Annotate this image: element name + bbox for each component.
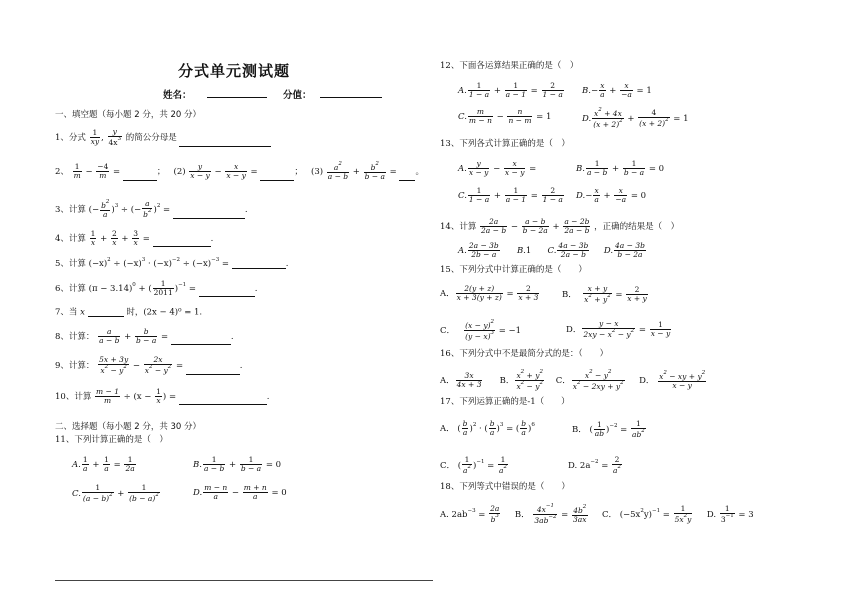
score-label: 分值：	[283, 90, 312, 101]
q13-option-d[interactable]: D.− $\frac{x}{a}$ + $\frac{x}{-a}$ = 0	[576, 186, 647, 204]
question-13: 13、下列各式计算正确的是（ ）	[440, 139, 570, 149]
page-title: 分式单元测试题	[178, 62, 291, 80]
question-14: 14、计算 $\frac{2a}{2a - b}$ − $\frac{a - b}{b - 2a}$ + $\frac{a - 2b}{2a - b}$ ，正确的结果是（ ）	[440, 217, 680, 235]
question-11: 11、下列计算正确的是（ ）	[55, 435, 168, 445]
question-1: 1、分式 $\frac{1}{xy}$ , $\frac{y}{4x^3}$ 的简公分母是	[55, 128, 271, 147]
q12-option-d[interactable]: D. $\frac{x^2 + 4x}{(x + 2)^2}$ + $\frac{4}{(x + 2)^2}$ = 1	[582, 107, 689, 129]
question-4: 4、计算 $\frac{1}{x}$ + $\frac{2}{x}$ + $\frac{3}{x}$ = .	[55, 229, 214, 247]
name-label: 姓名：	[163, 90, 192, 101]
score-blank[interactable]	[320, 89, 382, 98]
q15-option-c[interactable]: C． $\frac{(x - y)^2}{(y - x)^3}$ = −1	[440, 319, 522, 341]
q18-options[interactable]: A. $2ab^{-3}$ = $\frac{2a}{b^3}$ B． $\frac{4x^{-1}}{3ab^{-2}}$ = $\frac{4b^2}{3ax}$ C． $(-5x^2y)^{-1}$ = $\frac{1}{5x^2y}$ D. $\frac{1}{3^{-1}}$ = 3	[440, 503, 754, 525]
q17-option-d[interactable]: D. $2a^{-2}$ = $\frac{2}{a^2}$	[568, 455, 622, 475]
section-fill-blank-header: 一、填空题（每小题 2 分，共 20 分）	[55, 110, 202, 120]
question-17: 17、下列运算正确的是-1（ ）	[440, 397, 570, 407]
question-6: 6、计算 $(\pi - 3.14)^0$ + ( $\frac{1}{2011}$ )$^{-1}$ = .	[55, 279, 258, 297]
question-18: 18、下列等式中错误的是（ ）	[440, 482, 570, 492]
q14-options[interactable]: A. $\frac{2a - 3b}{2b - a}$ B.1 C. $\frac{4a - 3b}{2a - b}$ D. $\frac{4a - 3b}{b - 2a}$	[458, 241, 645, 259]
q12-option-c[interactable]: C. $\frac{m}{m - n}$ − $\frac{n}{n - m}$ = 1	[458, 107, 552, 125]
question-5: 5、计算 $(-x)^2 \div (-x)^3 \cdot (-x)^{-2} \div (-x)^{-3}$ = .	[55, 257, 289, 269]
question-7: 7、当 x 时，(2x − 4)⁰ = 1.	[55, 307, 203, 318]
q16-options[interactable]: A． $\frac{3x}{4x + 3}$ B． $\frac{x^2 + y^2}{x^2 - y^2}$ C． $\frac{x^2 - y^2}{x^2 - 2xy + y^2}$ D． $\frac{x^2 - xy + y^2}{x - y}$	[440, 369, 706, 391]
q15-option-b[interactable]: B． $\frac{x + y}{x^2 + y^2}$ = $\frac{2}{x + y}$	[562, 284, 647, 304]
q17-option-a[interactable]: A． ( $\frac{b}{a}$ )$^2$ · ( $\frac{b}{a}$ )$^3$ = ( $\frac{b}{a}$ )$^6$	[440, 419, 535, 437]
q11-option-c[interactable]: C. $\frac{1}{(a - b)^2}$ + $\frac{1}{(b - a)^2}$	[72, 483, 159, 503]
q13-option-c[interactable]: C. $\frac{1}{1 - a}$ + $\frac{1}{a - 1}$ = $\frac{2}{1 - a}$	[458, 186, 563, 204]
q11-option-b[interactable]: B. $\frac{1}{a - b}$ + $\frac{1}{b - a}$ = 0	[193, 455, 282, 473]
q17-option-b[interactable]: B． ( $\frac{1}{ab}$ )$^{-2}$ = $\frac{1}{ab^2}$	[572, 419, 645, 439]
q12-option-a[interactable]: A. $\frac{1}{1 - a}$ + $\frac{1}{a - 1}$ = $\frac{2}{1 - a}$	[458, 81, 563, 99]
name-blank[interactable]	[207, 89, 267, 98]
question-2: 2、 $\frac{1}{m}$ − $\frac{-4}{m}$ = ； (2) $\frac{y}{x - y}$ − $\frac{x}{x - y}$ = ； (3) $\frac{a^2}{a - b}$ + $\frac{b^2}{b - a}$ = 。	[55, 161, 424, 181]
question-9: 9、计算： $\frac{5x + 3y}{x^2 - y^2}$ − $\frac{2x}{x^2 - y^2}$ = .	[55, 355, 243, 375]
q13-option-b[interactable]: B. $\frac{1}{a - b}$ + $\frac{1}{b - a}$ = 0	[576, 159, 665, 177]
question-8: 8、计算： $\frac{a}{a - b}$ + $\frac{b}{b - a}$ = .	[55, 327, 234, 345]
q11-option-d[interactable]: D. $\frac{m - n}{a}$ − $\frac{m + n}{a}$ = 0	[193, 483, 287, 501]
q11-option-a[interactable]: A. $\frac{1}{a}$ + $\frac{1}{a}$ = $\frac{1}{2a}$	[72, 455, 135, 473]
question-10: 10、计算 $\frac{m - 1}{m}$ ÷ (x − $\frac{1}{x}$ ) = .	[55, 387, 270, 405]
q15-option-a[interactable]: A． $\frac{2(y + z)}{x + 3(y + z)}$ = $\frac{2}{x + 3}$	[440, 284, 539, 302]
question-16: 16、下列分式中不是最简分式的是：（ ）	[440, 349, 609, 359]
footer-rule	[55, 580, 433, 581]
question-15: 15、下列分式中计算正确的是（ ）	[440, 265, 587, 275]
question-3: 3、计算 (− $\frac{b^2}{a}$ )$^3$ ÷ (− $\frac{a}{b^2}$ )$^2$ = .	[55, 199, 248, 219]
q12-option-b[interactable]: B.− $\frac{x}{a}$ + $\frac{x}{-a}$ = 1	[582, 81, 652, 99]
q15-option-d[interactable]: D． $\frac{y - x}{2xy - x^2 - y^2}$ = $\frac{1}{x - y}$	[566, 319, 671, 339]
question-12: 12、下面各运算结果正确的是（ ）	[440, 61, 579, 71]
q17-option-c[interactable]: C． ( $\frac{1}{a^2}$ )$^{-1}$ = $\frac{1}{a^2}$	[440, 455, 507, 475]
q13-option-a[interactable]: A. $\frac{y}{x - y}$ − $\frac{x}{x - y}$ =	[458, 159, 537, 177]
section-choice-header: 二、选择题（每小题 2 分，共 30 分）	[55, 422, 202, 432]
